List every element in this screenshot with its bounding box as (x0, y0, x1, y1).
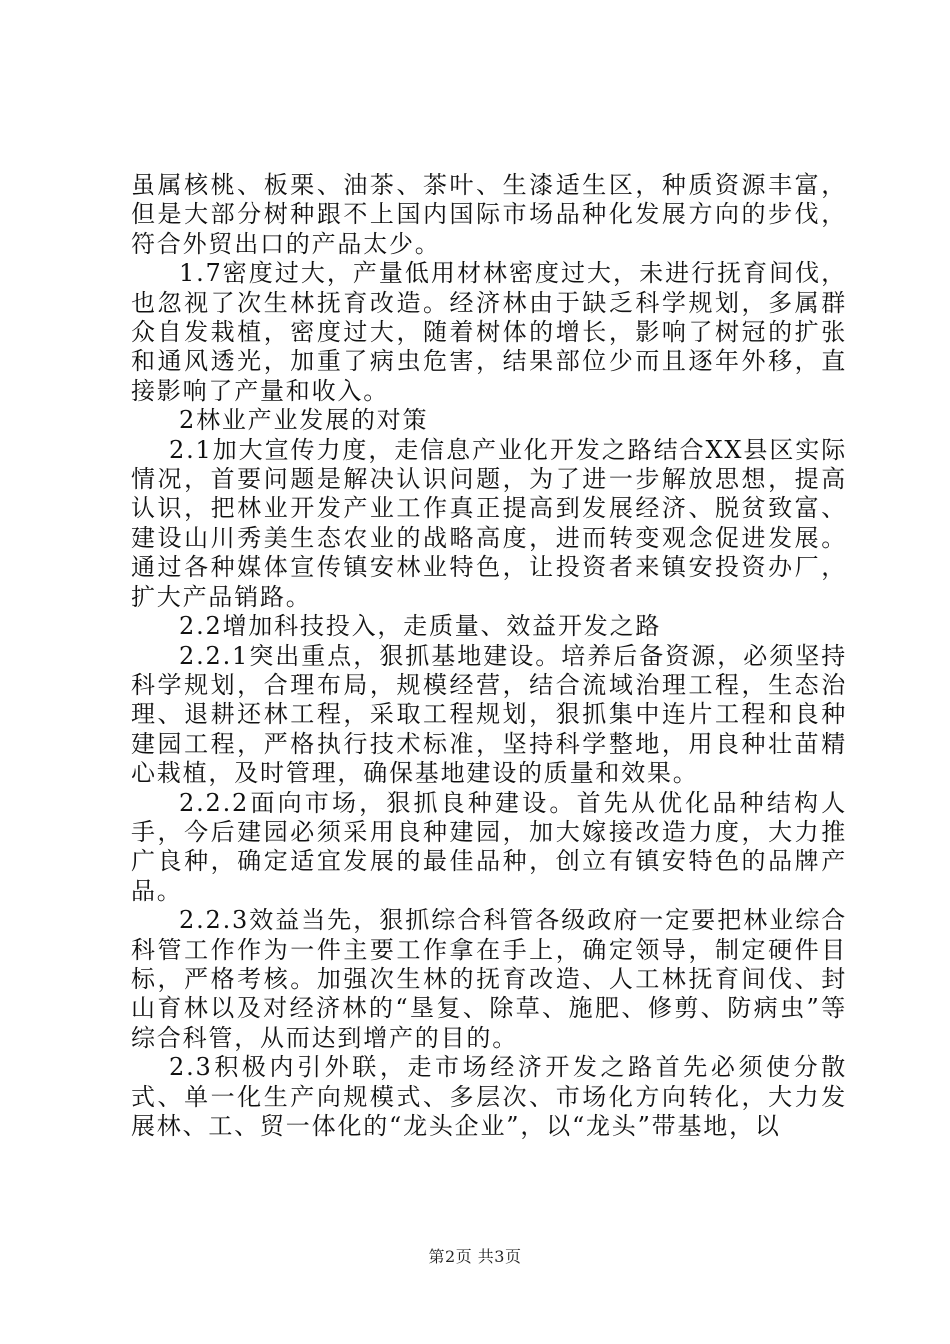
paragraph-2-2-3: 2.2.3效益当先，狠抓综合科管各级政府一定要把林业综合科管工作作为一件主要工作拿在手上，确定领导，制定硬件目标，严格考核。加强次生林的抚育改造、人工林抚育间伐、封山育林以及对经济林的“垦复、除草、施肥、修剪、防病虫”等综合科管，从而达到增产的目的。 (131, 906, 847, 1052)
paragraph-2-2-2: 2.2.2面向市场，狠抓良种建设。首先从优化品种结构人手，今后建园必须采用良种建园，加大嫁接改造力度，大力推广良种，确定适宜发展的最佳品种，创立有镇安特色的品牌产品。 (131, 788, 847, 905)
section-heading-2-2: 2.2增加科技投入，走质量、效益开发之路 (179, 612, 662, 641)
page-footer: 第2页 共3页 (428, 1247, 522, 1266)
paragraph-1-7: 1.7密度过大，产量低用材林密度过大，未进行抚育间伐，也忽视了次生林抚育改造。经济林由于缺乏科学规划，多属群众自发栽植，密度过大，随着树体的增长，影响了树冠的扩张和通风透光，加重了病虫危害，结果部位少而且逐年外移，直接影响了产量和收入。 (131, 259, 847, 405)
document-body (131, 171, 847, 1141)
paragraph-2-3: 2.3积极内引外联，走市场经济开发之路首先必须使分散式、单一化生产向规模式、多层次、市场化方向转化，大力发展林、工、贸一体化的“龙头企业”，以“龙头”带基地，以 (131, 1053, 847, 1140)
paragraph-2-1: 2.1加大宣传力度，走信息产业化开发之路结合XX县区实际情况，首要问题是解决认识问题，为了进一步解放思想，提高认识，把林业开发产业工作真正提高到发展经济、脱贫致富、建设山川秀美生态农业的战略高度，进而转变观念促进发展。通过各种媒体宣传镇安林业特色，让投资者来镇安投资办厂，扩大产品销路。 (131, 435, 847, 611)
paragraph-continuation: 虽属核桃、板栗、油茶、茶叶、生漆适生区，种质资源丰富，但是大部分树种跟不上国内国际市场品种化发展方向的步伐，符合外贸出口的产品太少。 (131, 171, 847, 258)
paragraph-2-2-1: 2.2.1突出重点，狠抓基地建设。培养后备资源，必须坚持科学规划，合理布局，规模经营，结合流域治理工程，生态治理、退耕还林工程，采取工程规划，狠抓集中连片工程和良种建园工程，严格执行技术标准，坚持科学整地，用良种壮苗精心栽植，及时管理，确保基地建设的质量和效果。 (131, 641, 847, 788)
section-heading-2: 2林业产业发展的对策 (179, 406, 429, 435)
